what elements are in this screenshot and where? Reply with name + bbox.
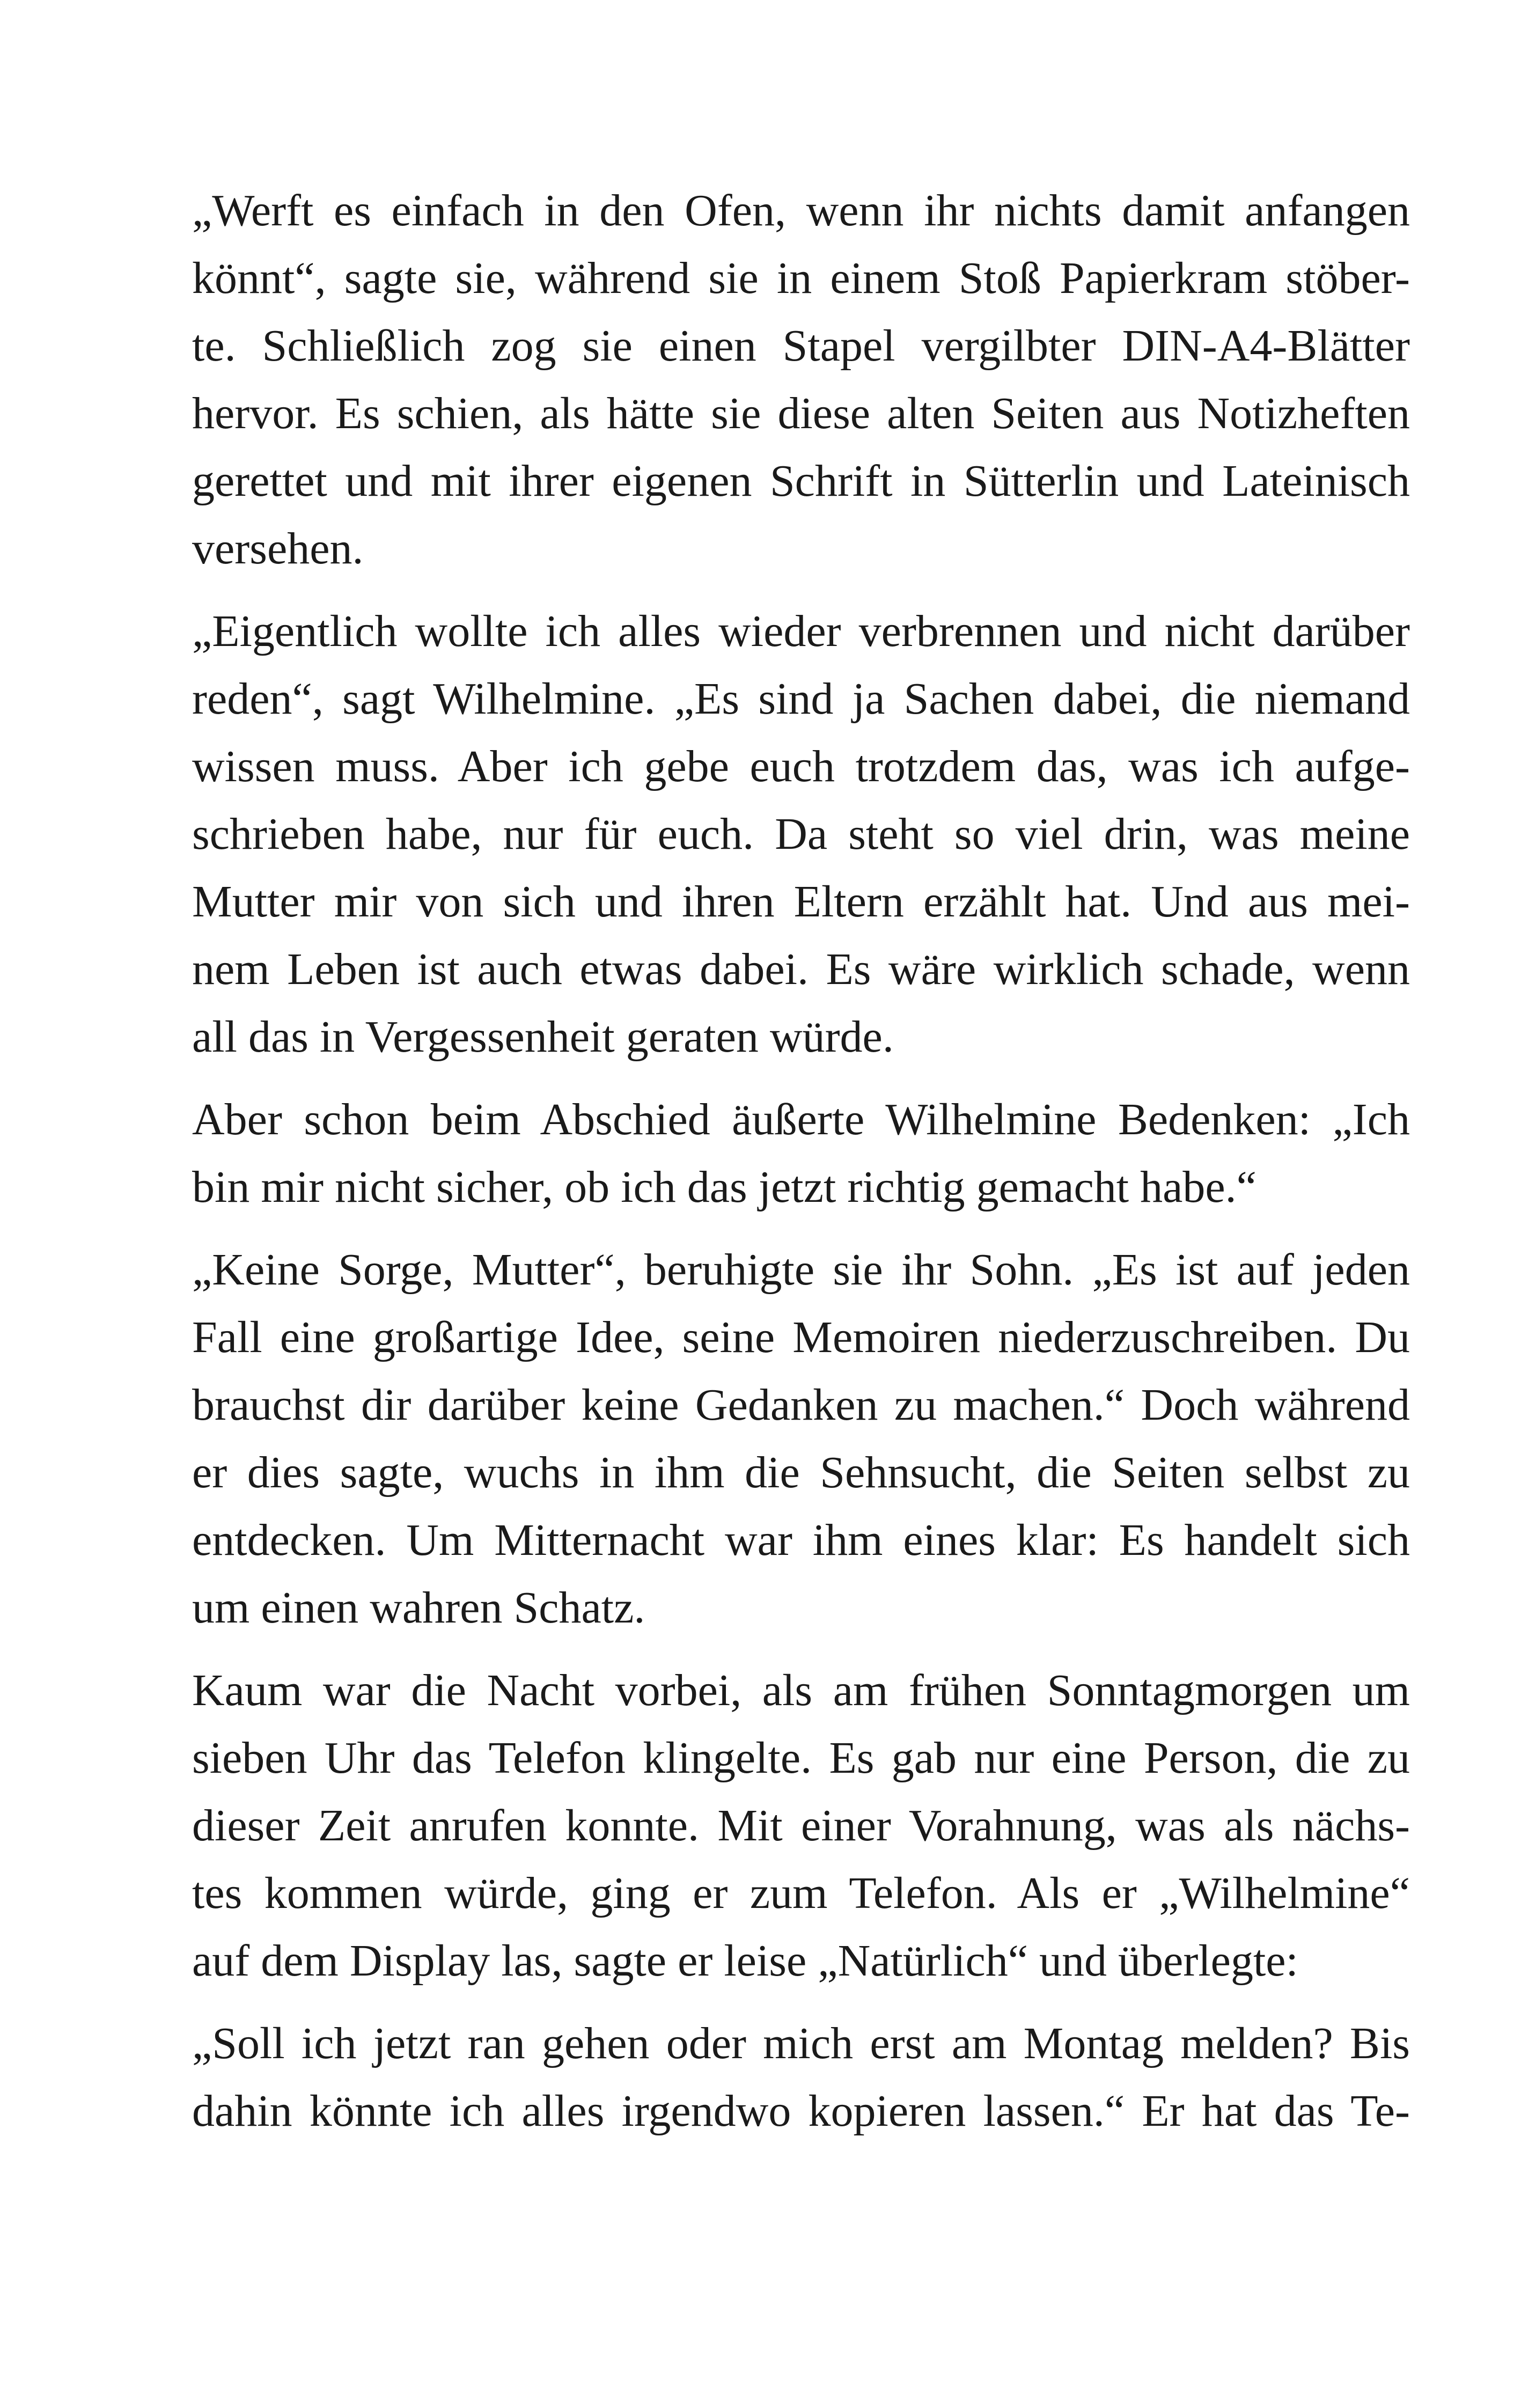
text-line: all das in Vergessenheit geraten würde. (192, 1012, 894, 1062)
paragraph-2 (192, 598, 1410, 1071)
text-line: „Eigentlich wollte ich alles wieder verbrennen und nicht darüber (192, 606, 1410, 656)
text-line: um einen wahren Schatz. (192, 1583, 645, 1633)
text-line: nem Leben ist auch etwas dabei. Es wäre wirklich schade, wenn (192, 944, 1410, 994)
text-line: sieben Uhr das Telefon klingelte. Es gab nur eine Person, die zu (192, 1733, 1410, 1783)
text-line: entdecken. Um Mitternacht war ihm eines klar: Es handelt sich (192, 1515, 1410, 1565)
text-line: er dies sagte, wuchs in ihm die Sehnsucht, die Seiten selbst zu (192, 1448, 1410, 1497)
text-line: gerettet und mit ihrer eigenen Schrift in Sütterlin und Lateinisch (192, 456, 1410, 506)
text-line: reden“, sagt Wilhelmine. „Es sind ja Sachen dabei, die niemand (192, 674, 1410, 724)
text-line: könnt“, sagte sie, während sie in einem Stoß Papierkram stöber- (192, 253, 1410, 303)
text-line: dahin könnte ich alles irgendwo kopieren lassen.“ Er hat das Te- (192, 2086, 1410, 2136)
paragraph-5 (192, 1657, 1410, 1995)
text-line: Fall eine großartige Idee, seine Memoiren niederzuschreiben. Du (192, 1312, 1410, 1362)
text-line: „Werft es einfach in den Ofen, wenn ihr nichts damit anfangen (192, 186, 1410, 236)
paragraph-4 (192, 1236, 1410, 1642)
text-line: brauchst dir darüber keine Gedanken zu machen.“ Doch während (192, 1380, 1410, 1430)
text-line: auf dem Display las, sagte er leise „Natürlich“ und überlegte: (192, 1936, 1298, 1986)
paragraph-1 (192, 177, 1410, 583)
text-line: „Soll ich jetzt ran gehen oder mich erst am Montag melden? Bis (192, 2018, 1410, 2068)
book-page (192, 177, 1410, 2160)
text-line: hervor. Es schien, als hätte sie diese alten Seiten aus Notizheften (192, 388, 1410, 438)
text-line: Kaum war die Nacht vorbei, als am frühen Sonntagmorgen um (192, 1665, 1410, 1715)
text-line: te. Schließlich zog sie einen Stapel vergilbter DIN-A4-Blätter (192, 321, 1410, 371)
paragraph-3 (192, 1086, 1410, 1221)
text-line: dieser Zeit anrufen konnte. Mit einer Vorahnung, was als nächs- (192, 1801, 1410, 1851)
text-line: versehen. (192, 524, 364, 574)
text-line: Aber schon beim Abschied äußerte Wilhelmine Bedenken: „Ich (192, 1095, 1410, 1144)
text-line: wissen muss. Aber ich gebe euch trotzdem das, was ich aufge- (192, 742, 1410, 791)
text-line: „Keine Sorge, Mutter“, beruhigte sie ihr Sohn. „Es ist auf jeden (192, 1245, 1410, 1295)
text-line: bin mir nicht sicher, ob ich das jetzt richtig gemacht habe.“ (192, 1162, 1257, 1212)
text-line: schrieben habe, nur für euch. Da steht so viel drin, was meine (192, 809, 1410, 859)
text-line: tes kommen würde, ging er zum Telefon. Als er „Wilhelmine“ (192, 1868, 1410, 1918)
paragraph-6 (192, 2010, 1410, 2145)
text-line: Mutter mir von sich und ihren Eltern erzählt hat. Und aus mei- (192, 877, 1410, 927)
